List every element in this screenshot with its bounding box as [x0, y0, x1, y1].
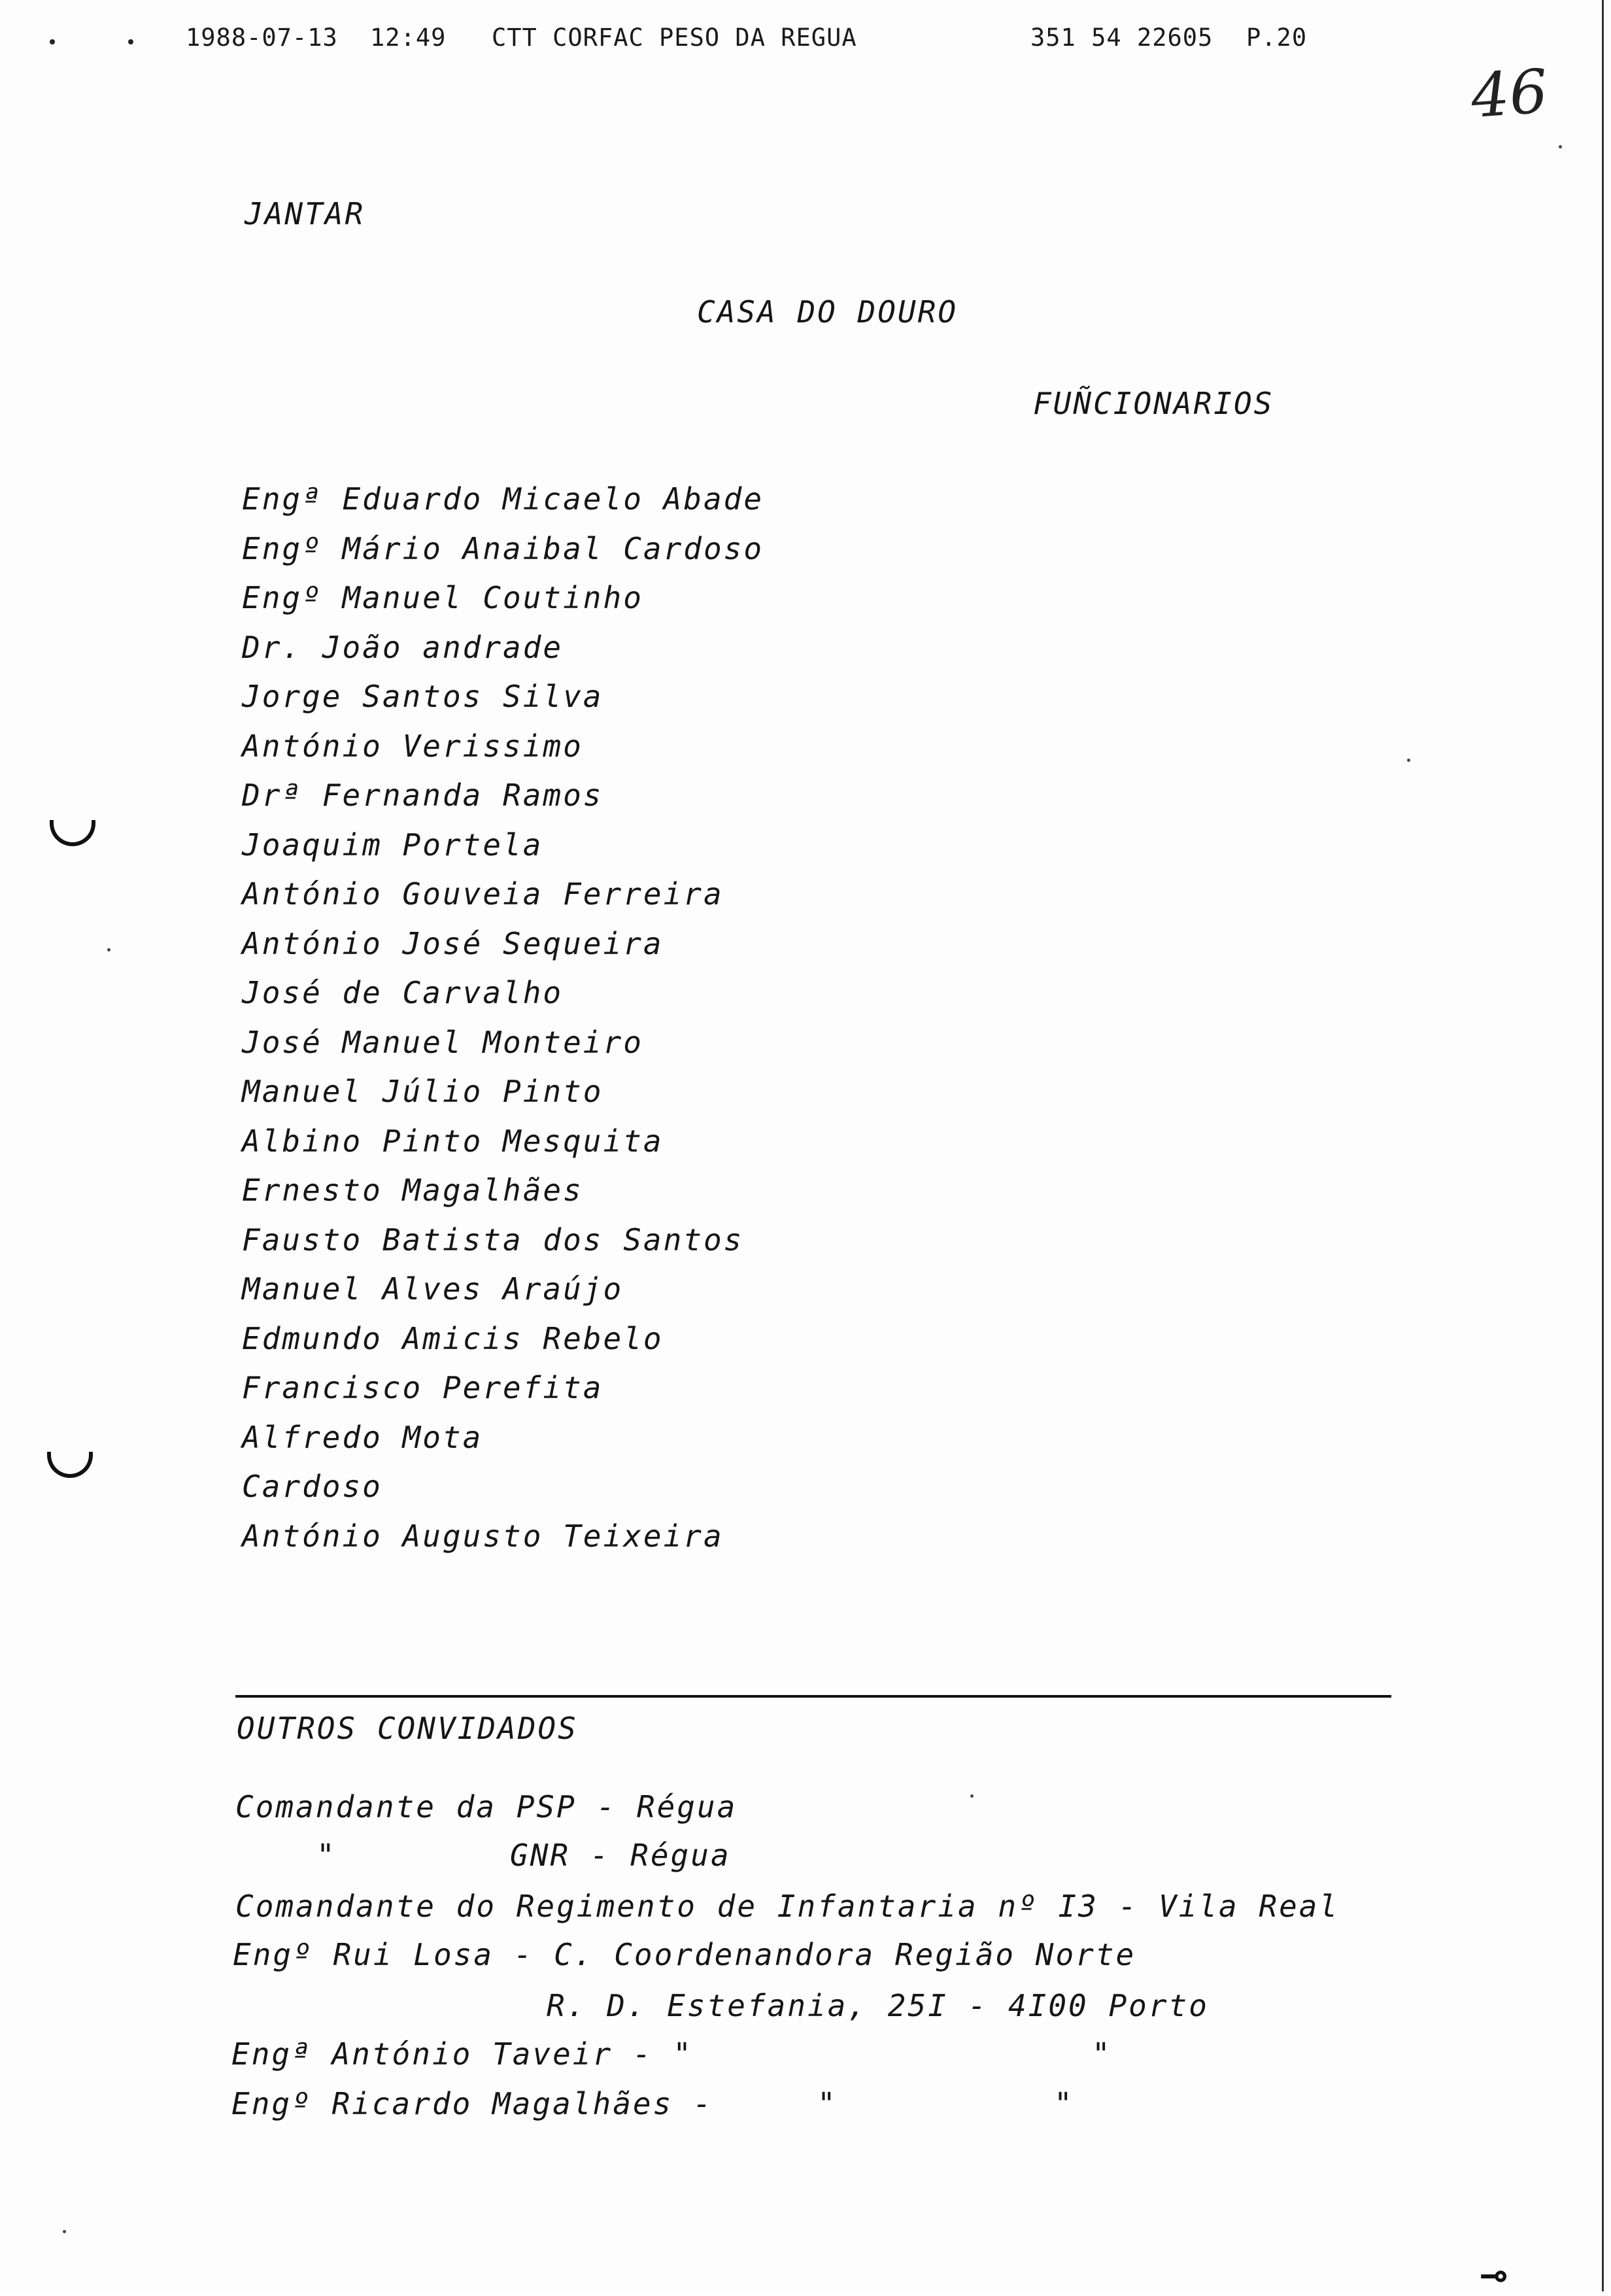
- staff-list-item: Francisco Perefita: [242, 1370, 603, 1405]
- guests-heading: OUTROS CONVIDADOS: [237, 1711, 578, 1746]
- scan-speck: [1407, 759, 1410, 762]
- staff-list-item: Edmundo Amicis Rebelo: [242, 1320, 664, 1356]
- ditto-mark: ": [1054, 2086, 1074, 2121]
- staff-list-item: António Verissimo: [242, 728, 583, 764]
- scan-speck: [1559, 145, 1562, 148]
- staff-list-item: Engº Manuel Coutinho: [242, 580, 643, 615]
- guest-line: Comandante da PSP - Régua: [235, 1789, 738, 1825]
- ditto-mark: ": [817, 2086, 838, 2121]
- fax-date: 1988-07-13: [186, 24, 338, 52]
- staff-list-item: Ernesto Magalhães: [242, 1173, 583, 1208]
- handwritten-page-number: 46: [1468, 56, 1550, 131]
- staff-list-item: Albino Pinto Mesquita: [242, 1123, 664, 1159]
- organization-heading: CASA DO DOURO: [697, 294, 958, 330]
- staff-heading: FUÑCIONARIOS: [1033, 386, 1274, 421]
- staff-list-item: António Gouveia Ferreira: [242, 876, 724, 912]
- staff-list-item: José Manuel Monteiro: [242, 1024, 643, 1060]
- staff-list-item: Engº Mário Anaibal Cardoso: [242, 530, 764, 566]
- staff-list: [242, 475, 764, 1561]
- section-divider: [235, 1695, 1391, 1698]
- fax-phone: 351 54 22605: [1030, 24, 1213, 52]
- fax-transmission-header: [0, 24, 1611, 56]
- staff-list-item: Jorge Santos Silva: [242, 679, 603, 714]
- fax-page-number: P.20: [1246, 24, 1308, 52]
- punch-hole-mark: [47, 1452, 93, 1478]
- guest-line: GNR - Régua: [510, 1838, 731, 1873]
- page-edge-line: [1602, 0, 1604, 2291]
- staff-list-item: Engª Eduardo Micaelo Abade: [242, 481, 764, 517]
- guest-line: Engº Ricardo Magalhães -: [231, 2086, 713, 2121]
- staff-list-item: Dr. João andrade: [242, 629, 564, 665]
- staff-list-item: António José Sequeira: [242, 925, 664, 961]
- document-heading: JANTAR: [245, 196, 365, 231]
- fax-sender: CTT CORFAC PESO DA REGUA: [492, 24, 857, 52]
- staff-list-item: Joaquim Portela: [242, 827, 543, 863]
- staff-list-item: António Augusto Teixeira: [242, 1518, 724, 1554]
- staff-list-item: José de Carvalho: [242, 975, 564, 1010]
- staff-list-item: Fausto Batista dos Santos: [242, 1222, 744, 1258]
- ditto-mark: ": [1092, 2036, 1112, 2072]
- guest-line: Engº Rui Losa - C. Coordenandora Região Norte: [233, 1937, 1136, 1972]
- guest-address-line: R. D. Estefania, 25I - 4I00 Porto: [547, 1988, 1209, 2023]
- ditto-mark: ": [316, 1838, 337, 1873]
- punch-hole-mark: [50, 820, 95, 846]
- guest-line: Engª António Taveir - ": [231, 2036, 693, 2072]
- staff-list-item: Drª Fernanda Ramos: [242, 778, 603, 813]
- staff-list-item: Cardoso: [242, 1469, 382, 1504]
- fax-time: 12:49: [370, 24, 447, 52]
- scan-speck: [970, 1794, 974, 1798]
- staff-list-item: Alfredo Mota: [242, 1419, 483, 1455]
- staff-list-item: Manuel Júlio Pinto: [242, 1074, 603, 1109]
- arrow-mark-icon: ⊸: [1479, 2255, 1509, 2296]
- scan-speck: [107, 948, 110, 951]
- scan-speck: [63, 2230, 66, 2233]
- staff-list-item: Manuel Alves Araújo: [242, 1271, 624, 1307]
- guest-line: Comandante do Regimento de Infantaria nº I3 - Vila Real: [235, 1889, 1340, 1924]
